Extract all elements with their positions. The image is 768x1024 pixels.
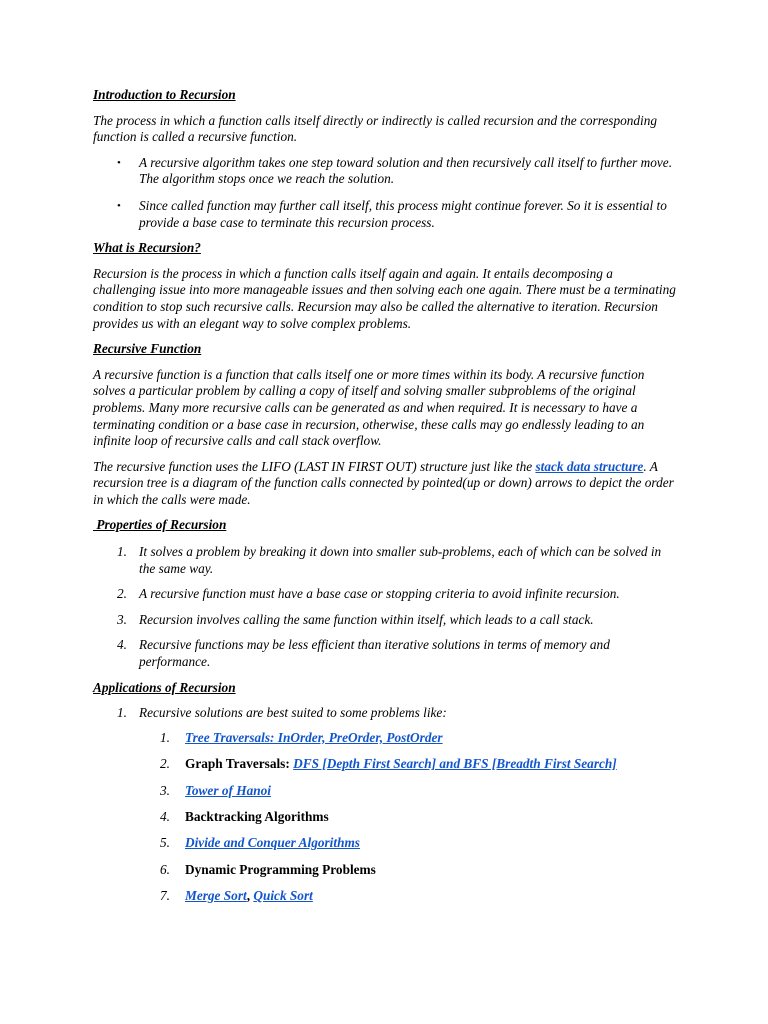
sub-list-item [139,783,678,800]
sub-list-number: 2. [160,756,170,772]
sub-list-number: 7. [160,888,170,904]
list-number: 3. [117,611,127,627]
lifo-text-before: The recursive function uses the LIFO (LAST IN FIRST OUT) structure just like the [93,458,536,474]
sub-list-item [139,809,678,826]
sub-list-item [139,756,678,773]
lifo-paragraph [93,459,678,509]
sub-list-number: 1. [160,729,170,745]
property-text: A recursive function must have a base case or stopping criteria to avoid infinite recursion. [139,586,620,602]
stack-data-structure-link[interactable]: stack data structure [535,458,644,474]
document-page [93,87,678,915]
sub-list-item [139,835,678,852]
sub-list-number: 3. [160,782,170,798]
application-text: Recursive solutions are best suited to some problems like: [139,705,447,721]
sub-list-number: 4. [160,808,170,824]
list-number: 2. [117,586,127,602]
recursive-function-paragraph: A recursive function is a function that calls itself one or more times within its body. A recursive function solves a particular problem by calling a copy of itself and solving smaller subproblems of the original problems. Many more recursive calls can be generated as and when required. It is necessary to have a terminating condition or a base case in recursion, otherwise, these calls may go endlessly leading to an infinite loop of recursive calls and call stack overflow. [93,366,645,449]
merge-sort-link[interactable]: Merge Sort [185,888,247,904]
bullet-text: Since called function may further call itself, this process might continue forever. So it is essential to provide a base case to terminate this recursion process. [139,197,667,230]
applications-list [93,705,678,905]
heading-recursive-function: Recursive Function [93,341,202,357]
bullet-marker: • [117,156,121,169]
properties-list [93,544,678,671]
lifo-text-after: . A recursion tree is a diagram of the function calls connected by pointed(up or down) arrows to depict the order in which the calls were made. [93,458,674,507]
applications-sublist [139,730,678,905]
what-paragraph: Recursion is the process in which a function calls itself again and again. It entails decomposing a challenging issue into more manageable issues and then solving each one again. There must be a terminating condition to stop such recursive calls. Recursion may also be called the alternative to iteration. Recursion provides us with an elegant way to solve complex problems. [93,265,676,331]
property-text: Recursion involves calling the same function within itself, which leads to a call stack. [139,611,594,627]
heading-properties: Properties of Recursion [93,517,227,533]
bullet-marker: • [117,199,121,212]
list-number: 4. [117,637,127,653]
sub-list-item [139,730,678,747]
tree-traversals-link[interactable]: Tree Traversals: InOrder, PreOrder, PostOrder [185,729,443,745]
sub-list-item [139,862,678,879]
heading-introduction: Introduction to Recursion [93,87,236,102]
sub-list-item [139,888,678,905]
property-text: Recursive functions may be less efficient than iterative solutions in terms of memory and performance. [139,637,610,670]
backtracking-text: Backtracking Algorithms [185,808,329,824]
list-number: 1. [117,544,127,560]
list-item [93,637,678,670]
divide-and-conquer-link[interactable]: Divide and Conquer Algorithms [185,835,360,851]
property-text: It solves a problem by breaking it down into smaller sub-problems, each of which can be solved in the same way. [139,544,662,576]
intro-bullet-list [93,155,678,231]
list-item [93,612,678,629]
list-item [93,544,678,577]
dynamic-programming-text: Dynamic Programming Problems [185,861,376,877]
link-separator: , [246,888,254,904]
tower-of-hanoi-link[interactable]: Tower of Hanoi [185,782,271,798]
list-item [93,155,678,188]
dfs-bfs-link[interactable]: DFS [Depth First Search] and BFS [Breadth First Search] [293,756,617,772]
graph-traversals-label: Graph Traversals: [185,756,294,772]
heading-what-is-recursion: What is Recursion? [93,240,201,256]
intro-paragraph: The process in which a function calls itself directly or indirectly is called recursion and the corresponding function is called a recursive function. [93,112,658,145]
list-item [93,198,678,231]
sub-list-number: 6. [160,861,170,877]
sub-list-number: 5. [160,835,170,851]
heading-applications: Applications of Recursion [93,679,236,695]
list-item [93,705,678,905]
list-item [93,586,678,603]
list-number: 1. [117,705,127,721]
quick-sort-link[interactable]: Quick Sort [253,888,313,904]
bullet-text: A recursive algorithm takes one step toward solution and then recursively call itself to further move. The algorithm stops once we reach the solution. [139,154,673,187]
